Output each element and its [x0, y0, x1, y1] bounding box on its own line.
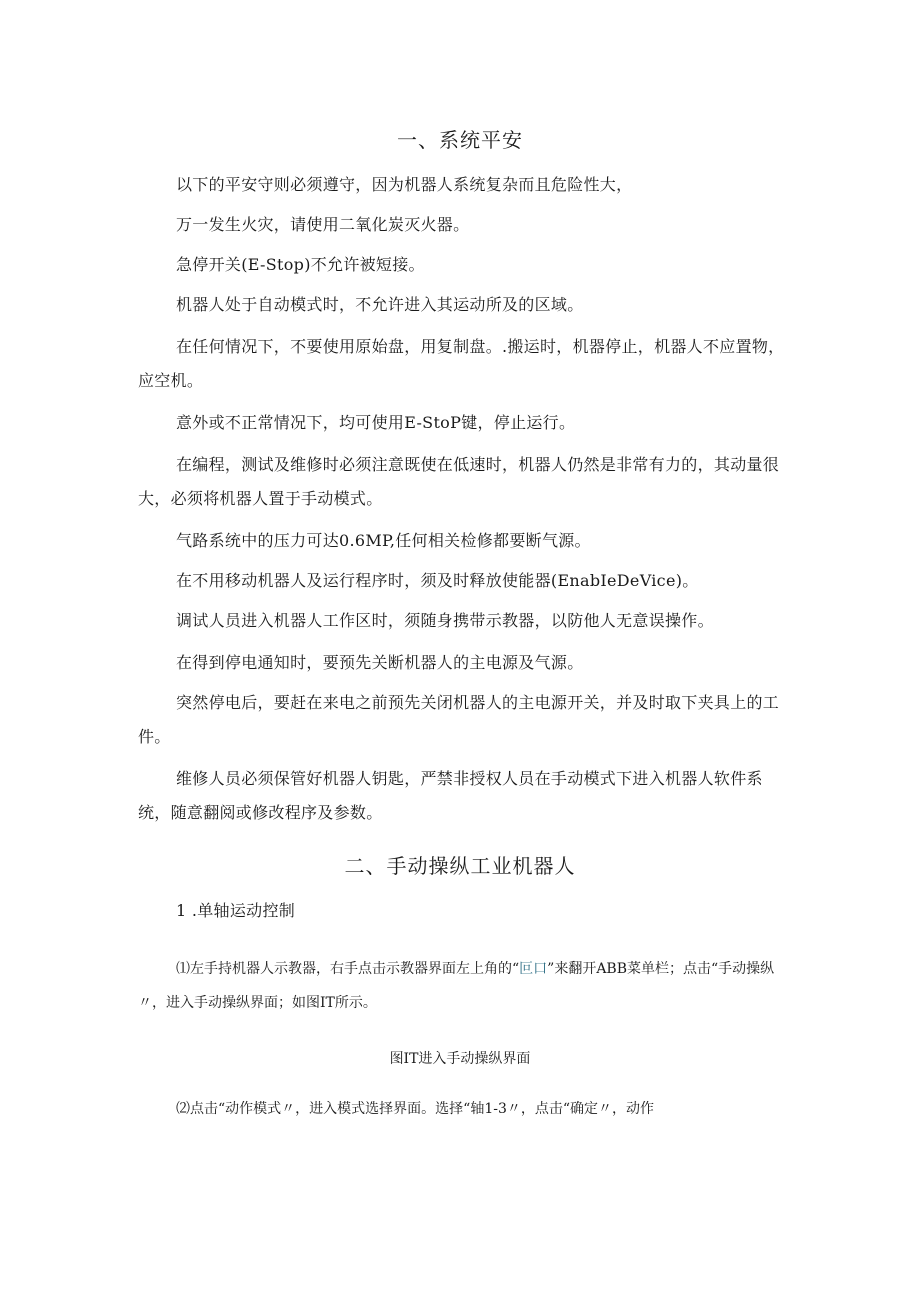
- step-2-paragraph: ⑵点击“动作模式〃，进入模式选择界面。选择“轴1-3〃，点击“确定〃，动作: [176, 1101, 655, 1117]
- paragraph: 在编程，测试及维修时必须注意既使在低速时，机器人仍然是非常有力的，其动量很大，必须将机器人置于手动模式。: [138, 455, 780, 508]
- paragraph: 万一发生火灾，请使用二氧化炭灭火器。: [176, 215, 470, 234]
- subheading: 1 .单轴运动控制: [176, 901, 296, 920]
- step-1-text-cont: ”来翻开ABB菜单栏；点击“手动操纵〃，进入手动操纵界面；如图IT所示。: [138, 961, 775, 1011]
- paragraph: 以下的平安守则必须遵守，因为机器人系统复杂而且危险性大，: [176, 175, 633, 194]
- paragraph: 在任何情况下，不要使用原始盘，用复制盘。.搬运时，机器停止，机器人不应置物，应空机。: [138, 337, 785, 390]
- paragraph: 急停开关(E-Stop)不允许被短接。: [176, 255, 425, 274]
- paragraph: 意外或不正常情况下，均可使用E-StoP键，停止运行。: [176, 413, 576, 432]
- step-1-text: ⑴左手持机器人示教器，右手点击示教器界面左上角的“: [176, 961, 520, 977]
- menu-button-glyph: 叵口: [519, 961, 548, 977]
- paragraph: 调试人员进入机器人工作区时，须随身携带示教器，以防他人无意误操作。: [176, 611, 714, 630]
- paragraph: 在不用移动机器人及运行程序时，须及时释放使能器(EnabIeDeVice)。: [176, 571, 699, 590]
- paragraph: 突然停电后，要赶在来电之前预先关闭机器人的主电源开关，并及时取下夹具上的工件。: [138, 693, 780, 746]
- section-title-2: 二、手动操纵工业机器人: [344, 854, 576, 878]
- paragraph: 气路系统中的压力可达0.6MP,任何相关检修都要断气源。: [176, 531, 591, 550]
- paragraph: 在得到停电通知时，要预先关断机器人的主电源及气源。: [176, 653, 584, 672]
- step-1-paragraph: [138, 952, 788, 1020]
- figure-caption: 图IT进入手动操纵界面: [389, 1051, 531, 1067]
- paragraph: 维修人员必须保管好机器人钥匙，严禁非授权人员在手动模式下进入机器人软件系统，随意翻阅或修改程序及参数。: [138, 769, 763, 822]
- section-title-1: 一、系统平安: [397, 128, 523, 152]
- paragraph: 机器人处于自动模式时，不允许进入其运动所及的区域。: [176, 295, 584, 314]
